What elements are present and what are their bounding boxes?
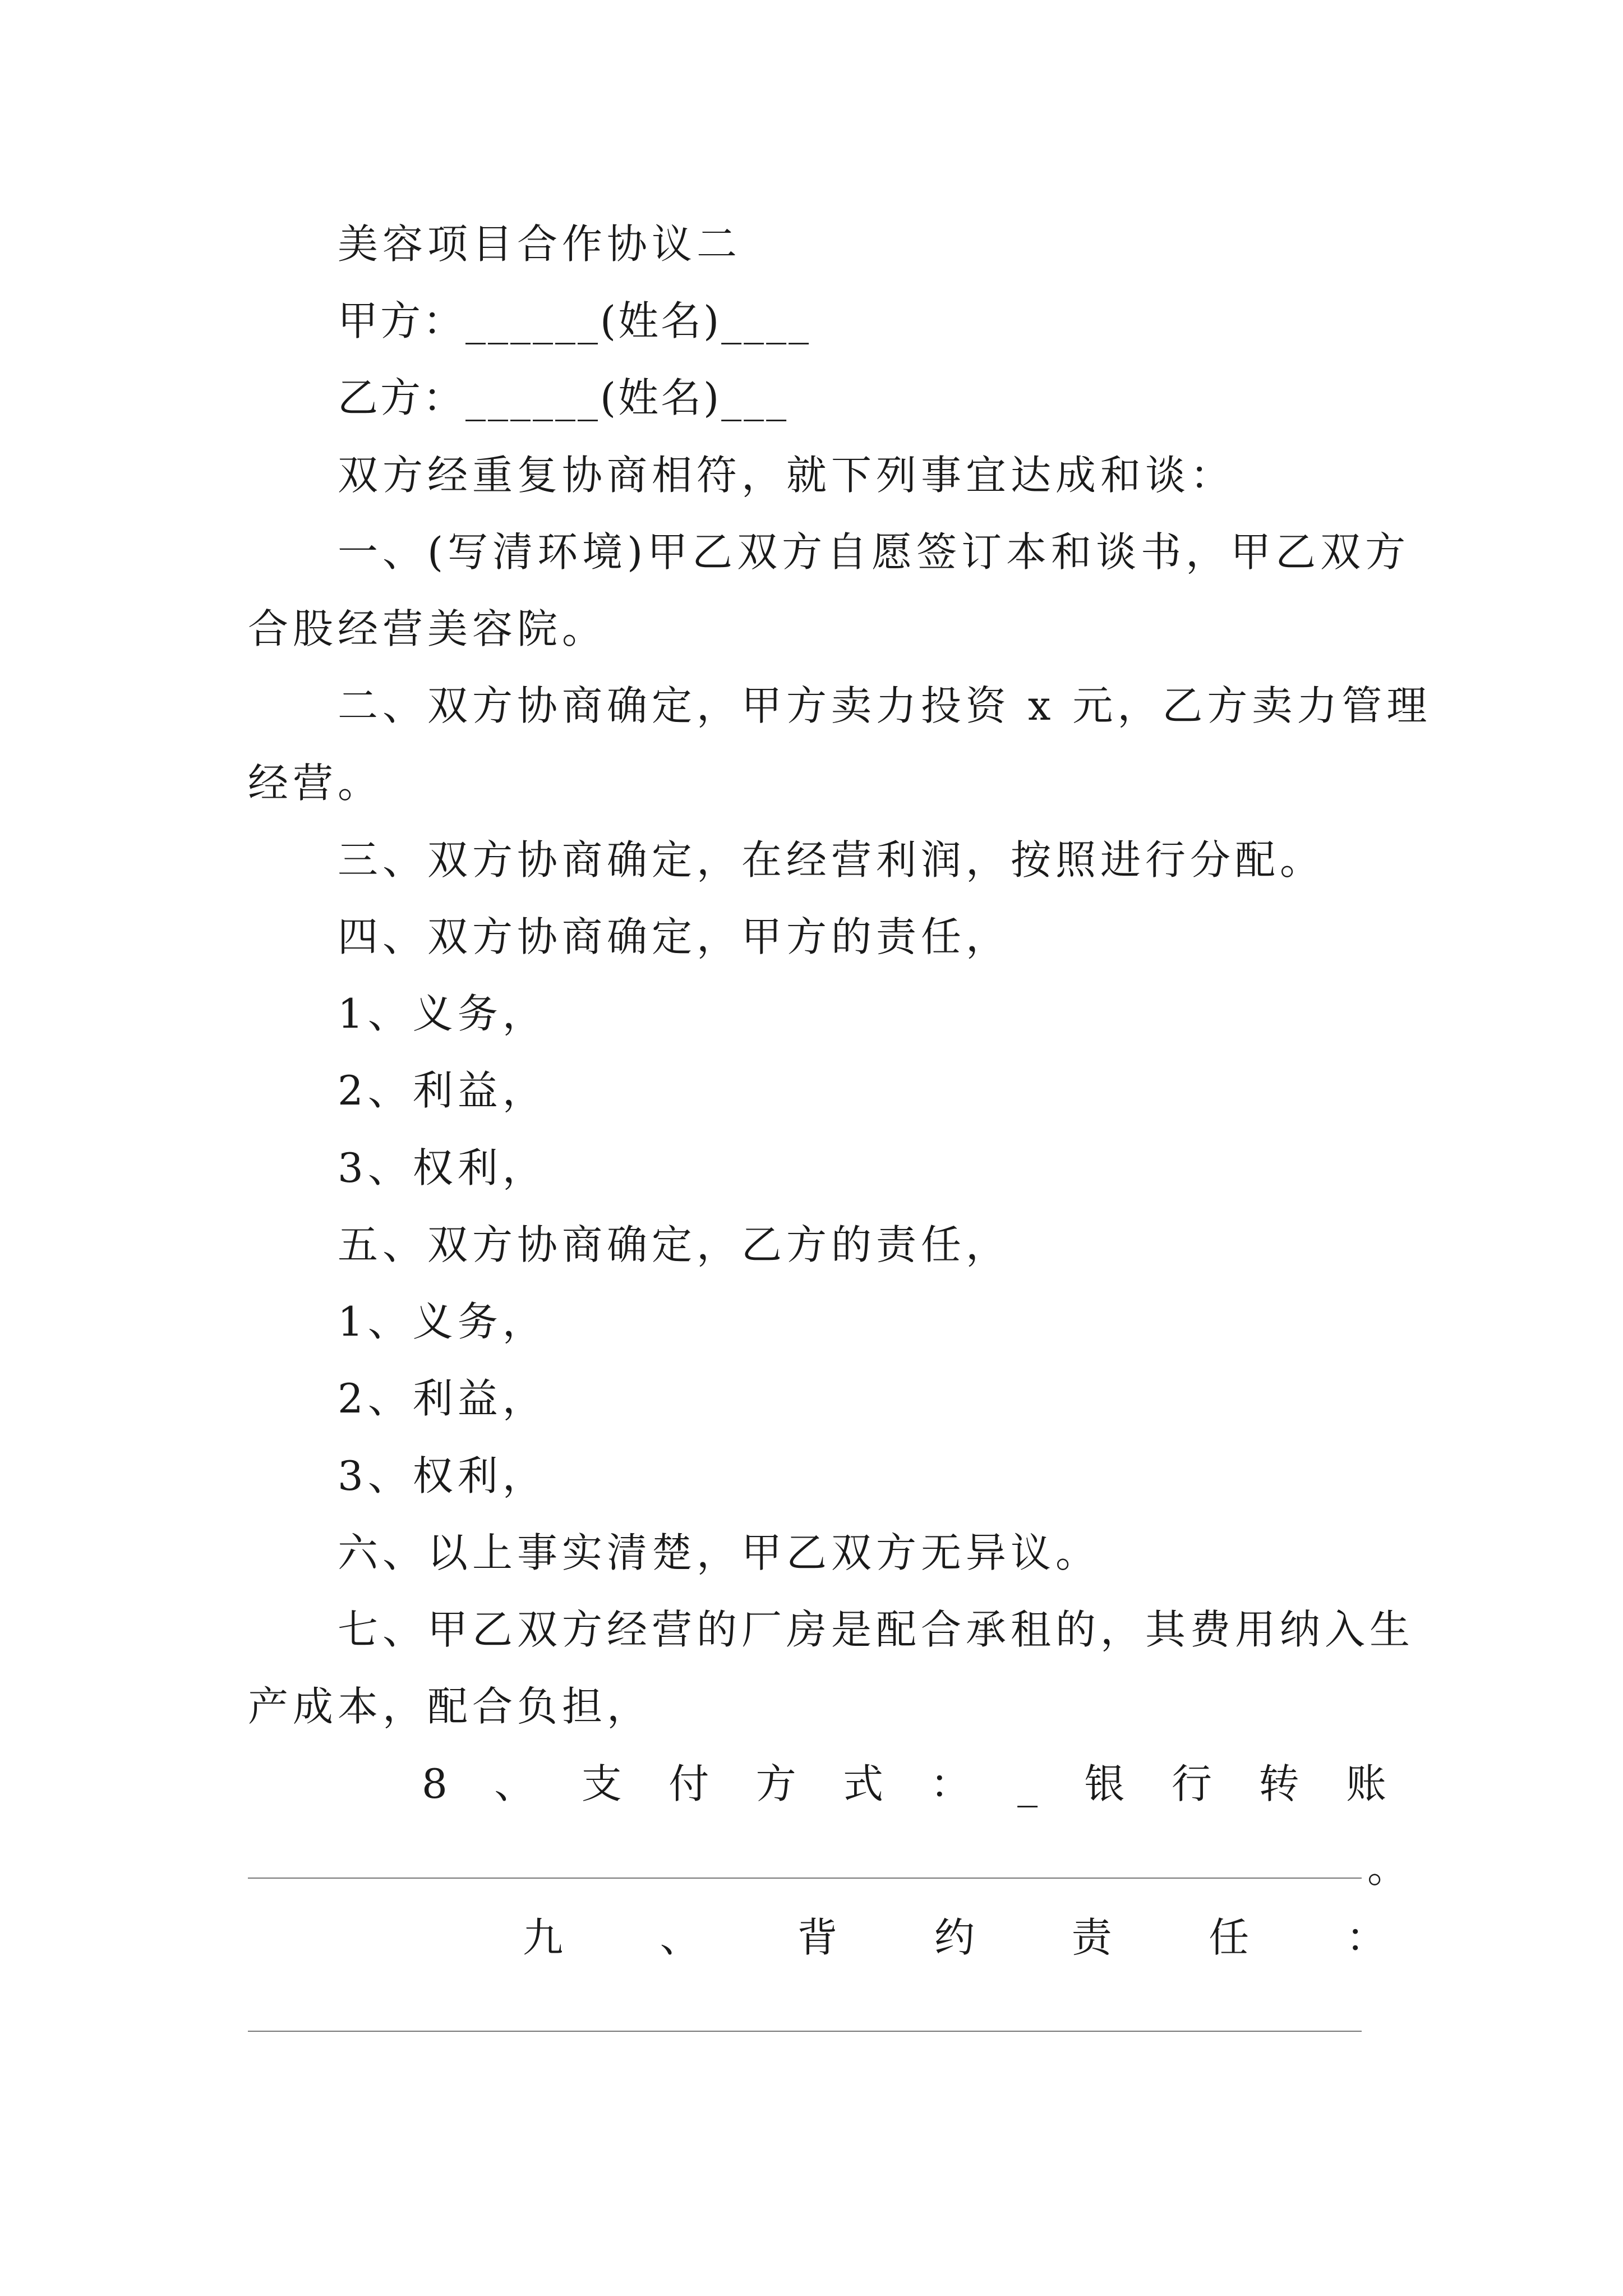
payment-char: 方 [755, 1760, 796, 1807]
payment-char: 、 [494, 1760, 535, 1807]
party-b-line: 乙方：______(姓名)___ [338, 374, 789, 421]
clause-8-payment-method [422, 1756, 1386, 1812]
clause-1-line-2: 合股经营美容院。 [248, 605, 607, 652]
party-b-item-right: 3、权利， [338, 1452, 547, 1499]
breach-char: 约 [934, 1914, 975, 1961]
intro-paragraph: 双方经重复协商相符，就下列事宜达成和谈： [338, 452, 1235, 499]
breach-char: 背 [797, 1914, 838, 1961]
party-a-item-right: 3、权利， [338, 1144, 547, 1191]
payment-fill-line [248, 1878, 1362, 1879]
breach-char: 责 [1071, 1914, 1112, 1961]
payment-char: 付 [668, 1760, 709, 1807]
payment-char: 银 [1084, 1760, 1125, 1807]
clause-5: 五、双方协商确定，乙方的责任， [338, 1221, 1011, 1268]
party-a-line: 甲方：______(姓名)____ [338, 297, 811, 344]
party-b-item-duty: 1、义务， [338, 1298, 547, 1345]
payment-char: ： [930, 1760, 971, 1807]
clause-4: 四、双方协商确定，甲方的责任， [338, 913, 1011, 960]
clause-1-line-1: 一、(写清环境)甲乙双方自愿签订本和谈书，甲乙双方 [338, 528, 1410, 576]
clause-2-line-1: 二、双方协商确定，甲方卖力投资 x 元，乙方卖力管理 [338, 682, 1432, 729]
payment-char: 转 [1258, 1760, 1299, 1807]
payment-char: 8 [422, 1760, 448, 1807]
document-title: 美容项目合作协议二 [338, 220, 742, 268]
clause-6: 六、以上事实清楚，甲乙双方无异议。 [338, 1529, 1101, 1576]
party-b-item-benefit: 2、利益， [338, 1375, 547, 1422]
clause-7-line-1: 七、甲乙双方经营的厂房是配合承租的，其费用纳入生 [338, 1606, 1415, 1653]
payment-line-period: 。 [1367, 1844, 1408, 1892]
clause-2-line-2: 经营。 [248, 760, 383, 807]
payment-char: 式 [843, 1760, 884, 1807]
payment-char: 行 [1172, 1760, 1212, 1807]
payment-char: 账 [1345, 1760, 1386, 1807]
clause-7-line-2: 产成本，配合负担， [248, 1683, 652, 1730]
party-a-item-benefit: 2、利益， [338, 1067, 547, 1114]
breach-char: 九 [523, 1914, 564, 1961]
party-a-item-duty: 1、义务， [338, 990, 547, 1037]
clause-3: 三、双方协商确定，在经营利润，按照进行分配。 [338, 836, 1325, 884]
breach-char: 、 [660, 1914, 700, 1961]
payment-char: 支 [581, 1760, 622, 1807]
clause-9-breach-liability [523, 1910, 1386, 1966]
breach-fill-line [248, 2031, 1362, 2032]
payment-char: _ [1017, 1760, 1038, 1807]
breach-char: 任 [1209, 1914, 1249, 1961]
breach-char: ： [1345, 1914, 1386, 1961]
